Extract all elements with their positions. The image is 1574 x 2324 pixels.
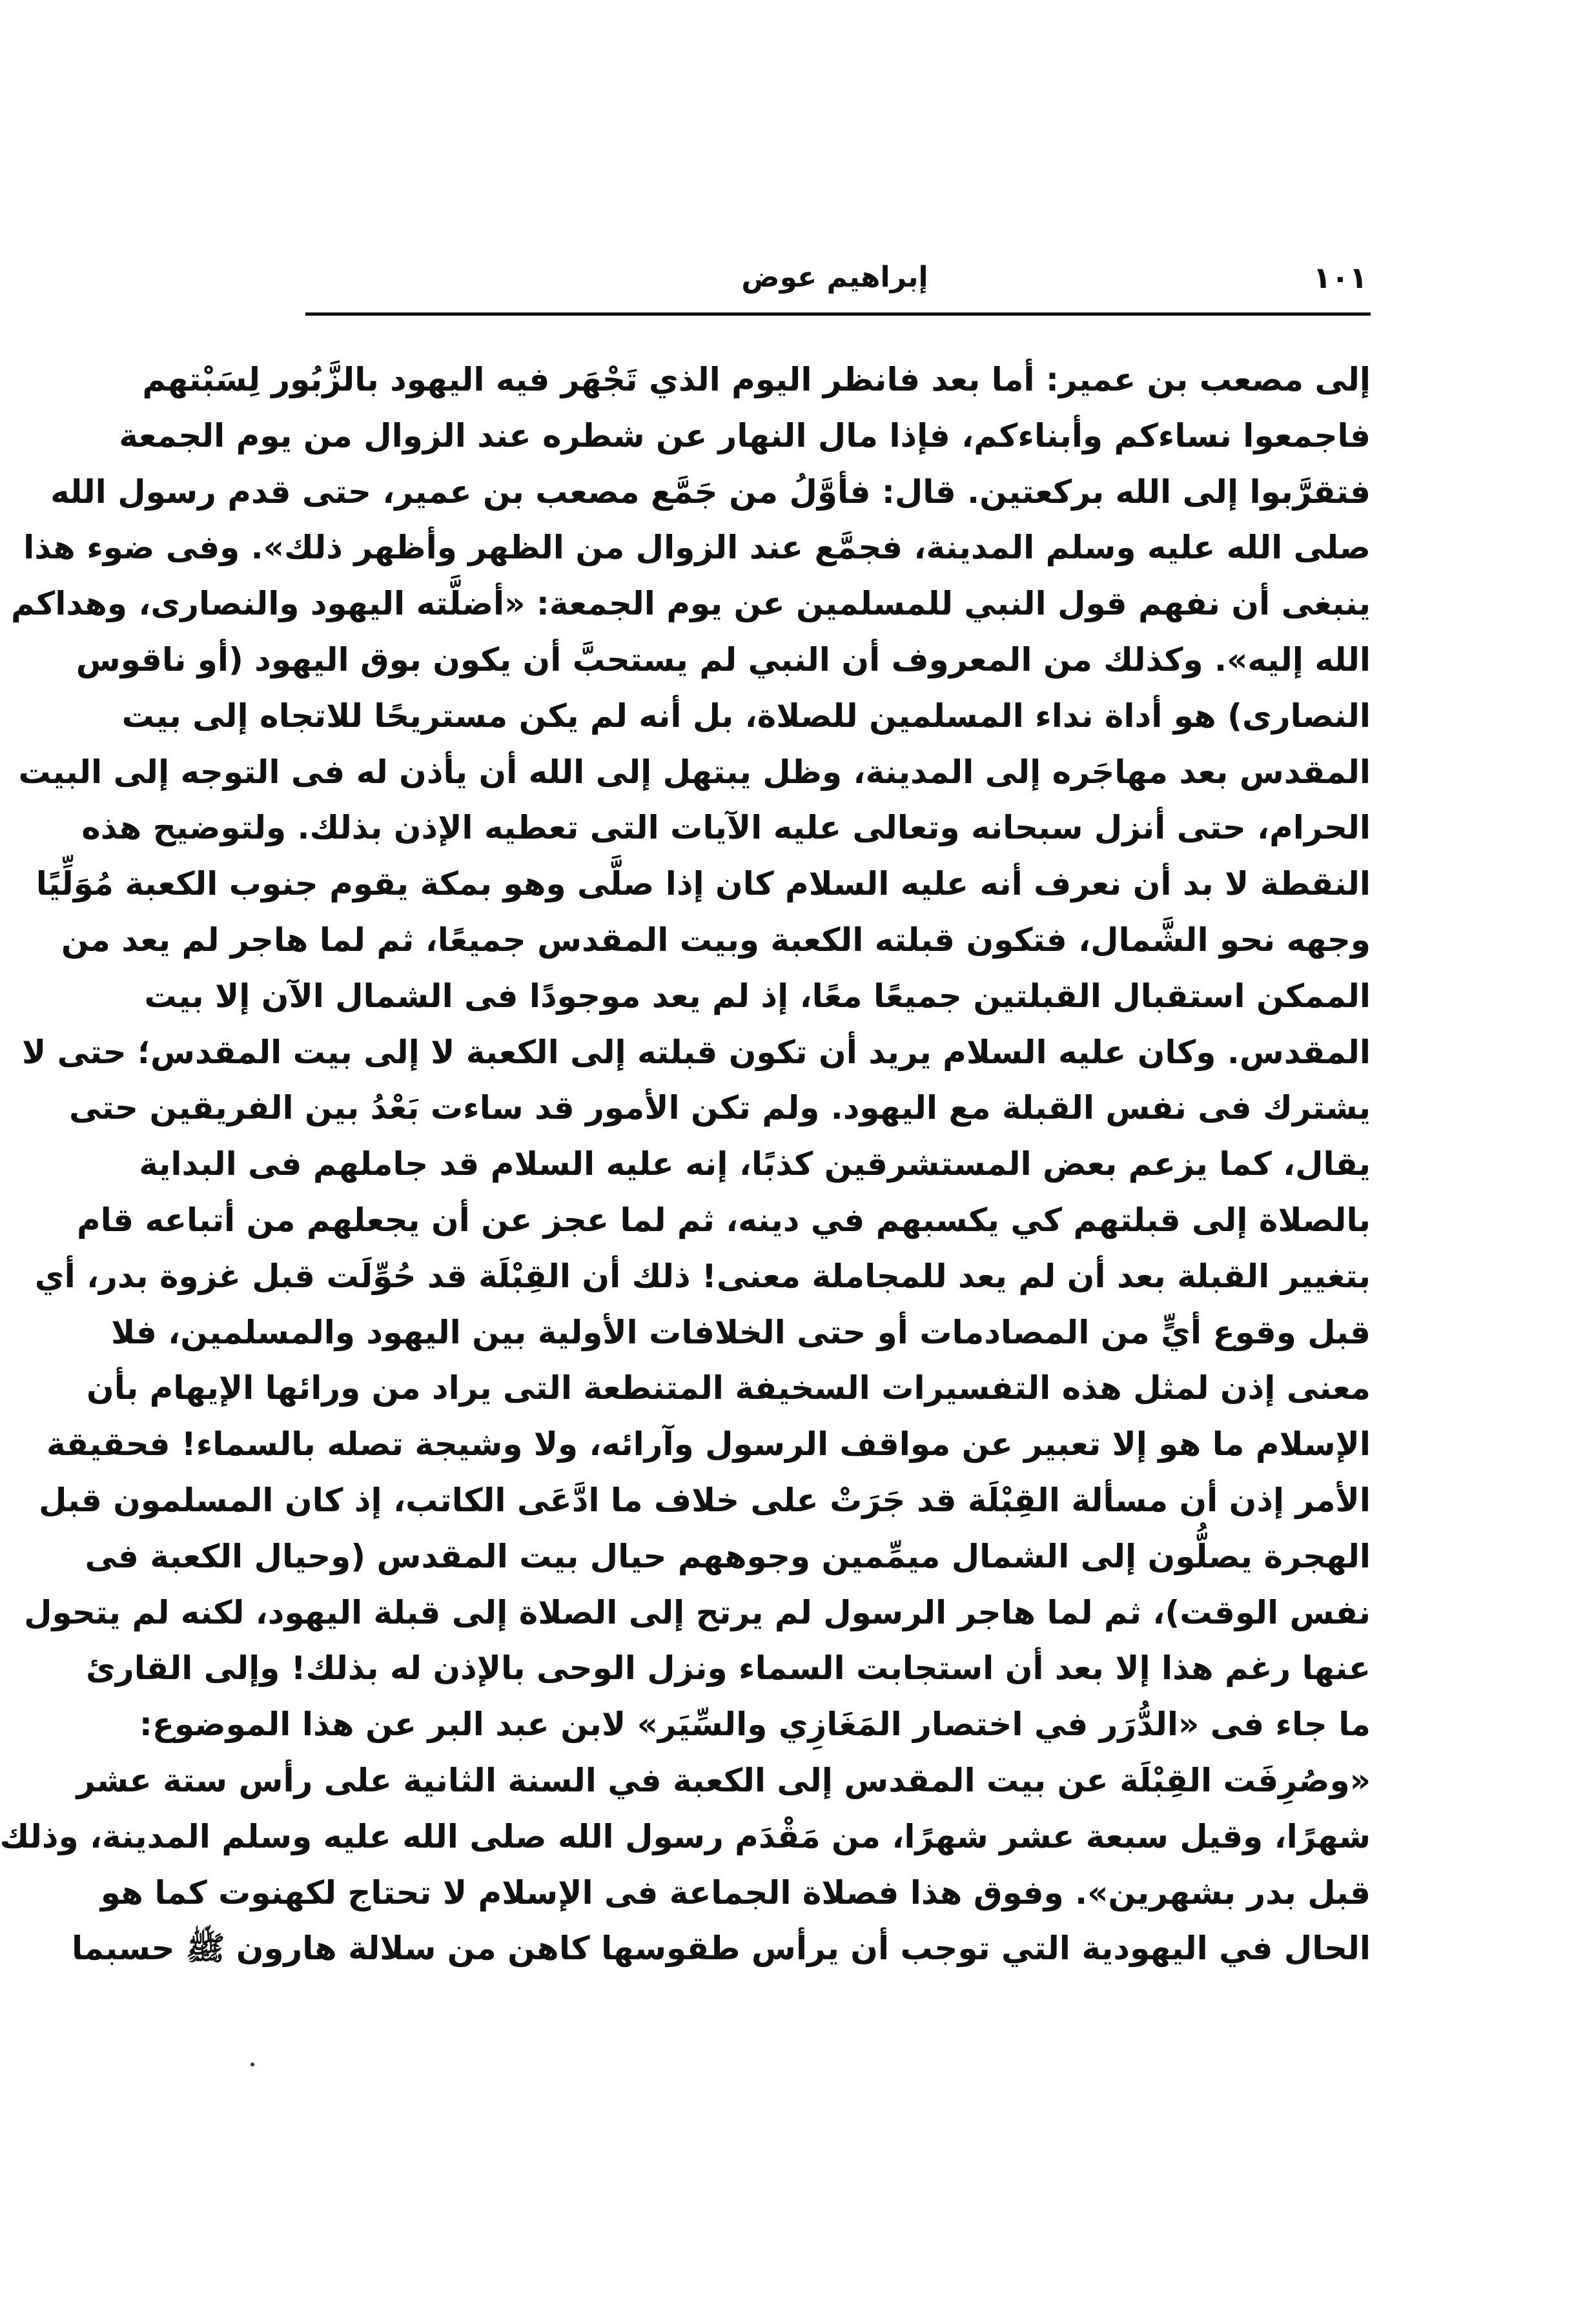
text-line: يقال، كما يزعم بعض المستشرقين كذبًا، إنه عليه السلام قد جاملهم فى البداية — [139, 1145, 1371, 1183]
header-rule — [305, 312, 1371, 316]
text-line: إلى مصعب بن عمير: أما بعد فانظر اليوم الذي تَجْهَر فيه اليهود بالزَّبُور لِسَبْتهم — [142, 361, 1371, 398]
body-text — [0, 352, 1371, 1977]
text-line: قبل بدر بشهرين». وفوق هذا فصلاة الجماعة فى الإسلام لا تحتاج لكهنوت كما هو — [100, 1873, 1371, 1911]
text-line: المقدس بعد مهاجَره إلى المدينة، وظل يبتهل إلى الله أن يأذن له فى التوجه إلى البيت — [18, 753, 1371, 791]
text-line: فتقرَّبوا إلى الله بركعتين. قال: فأوَّلُ من جَمَّع مصعب بن عمير، حتى قدم رسول الله — [50, 473, 1371, 511]
text-line: وجهه نحو الشَّمال، فتكون قبلته الكعبة وبيت المقدس جميعًا، ثم لما هاجر لم يعد من — [61, 921, 1371, 959]
text-line: الهجرة يصلُّون إلى الشمال ميمِّمين وجوههم حيال بيت المقدس (وحيال الكعبة فى — [85, 1537, 1371, 1575]
text-line: المقدس. وكان عليه السلام يريد أن تكون قبلته إلى الكعبة لا إلى بيت المقدس؛ حتى لا — [21, 1033, 1371, 1071]
text-line: ما جاء فى «الدُّرَر في اختصار المَغَازِي والسِّيَر» لابن عبد البر عن هذا الموضوع: — [139, 1706, 1371, 1744]
text-line: الممكن استقبال القبلتين جميعًا معًا، إذ لم يعد موجودًا فى الشمال الآن إلا بيت — [144, 977, 1371, 1015]
text-line: الإسلام ما هو إلا تعبير عن مواقف الرسول وآرائه، ولا وشيجة تصله بالسماء! فحقيقة — [46, 1425, 1371, 1463]
text-line: الحال في اليهودية التي توجب أن يرأس طقوسها كاهن من سلالة هارون ﷺ حسبما — [71, 1930, 1371, 1968]
page-number: ١٠١ — [1313, 260, 1367, 295]
text-line: صلى الله عليه وسلم المدينة، فجمَّع عند الزوال من الظهر وأظهر ذلك». وفى ضوء هذا — [23, 529, 1371, 567]
running-head: إبراهيم عوض — [741, 261, 928, 294]
text-line: الله إليه». وكذلك من المعروف أن النبي لم يستحبَّ أن يكون بوق اليهود (أو ناقوس — [76, 640, 1371, 678]
text-line: فاجمعوا نساءكم وأبناءكم، فإذا مال النهار عن شطره عند الزوال من يوم الجمعة — [119, 416, 1371, 454]
text-line: الحرام، حتى أنزل سبحانه وتعالى عليه الآيات التى تعطيه الإذن بذلك. ولتوضيح هذه — [81, 809, 1371, 847]
text-line: عنها رغم هذا إلا بعد أن استجابت السماء ونزل الوحى بالإذن له بذلك! وإلى القارئ — [86, 1649, 1371, 1687]
text-line: بالصلاة إلى قبلتهم كي يكسبهم في دينه، ثم لما عجز عن أن يجعلهم من أتباعه قام — [76, 1201, 1371, 1239]
text-line: بتغيير القبلة بعد أن لم يعد للمجاملة معنى! ذلك أن القِبْلَة قد حُوِّلَت قبل غزوة بدر، أي — [34, 1257, 1371, 1295]
text-line: قبل وقوع أيٍّ من المصادمات أو حتى الخلافات الأولية بين اليهود والمسلمين، فلا — [111, 1313, 1371, 1351]
page-header — [302, 258, 1367, 310]
margin-dot — [250, 2063, 254, 2066]
text-line: الأمر إذن أن مسألة القِبْلَة قد جَرَتْ على خلاف ما ادَّعَى الكاتب، إذ كان المسلمون قبل — [39, 1481, 1371, 1519]
text-line: ينبغى أن نفهم قول النبي للمسلمين عن يوم الجمعة: «أضلَّته اليهود والنصارى، وهداكم — [10, 585, 1371, 623]
text-line: النصارى) هو أداة نداء المسلمين للصلاة، بل أنه لم يكن مستريحًا للاتجاه إلى بيت — [121, 697, 1371, 735]
text-line: يشترك فى نفس القبلة مع اليهود. ولم تكن الأمور قد ساءت بَعْدُ بين الفريقين حتى — [69, 1089, 1371, 1127]
text-line: النقطة لا بد أن نعرف أنه عليه السلام كان إذا صلَّى وهو بمكة يقوم جنوب الكعبة مُوَلِّيًا — [36, 865, 1371, 903]
text-line: شهرًا، وقيل سبعة عشر شهرًا، من مَقْدَم رسول الله صلى الله عليه وسلم المدينة، وذلك — [0, 1817, 1371, 1855]
text-line: «وصُرِفَت القِبْلَة عن بيت المقدس إلى الكعبة في السنة الثانية على رأس ستة عشر — [76, 1761, 1371, 1799]
text-line: نفس الوقت)، ثم لما هاجر الرسول لم يرتح إلى الصلاة إلى قبلة اليهود، لكنه لم يتحول — [24, 1593, 1371, 1631]
text-line: معنى إذن لمثل هذه التفسيرات السخيفة المتنطعة التى يراد من ورائها الإيهام بأن — [87, 1369, 1371, 1407]
